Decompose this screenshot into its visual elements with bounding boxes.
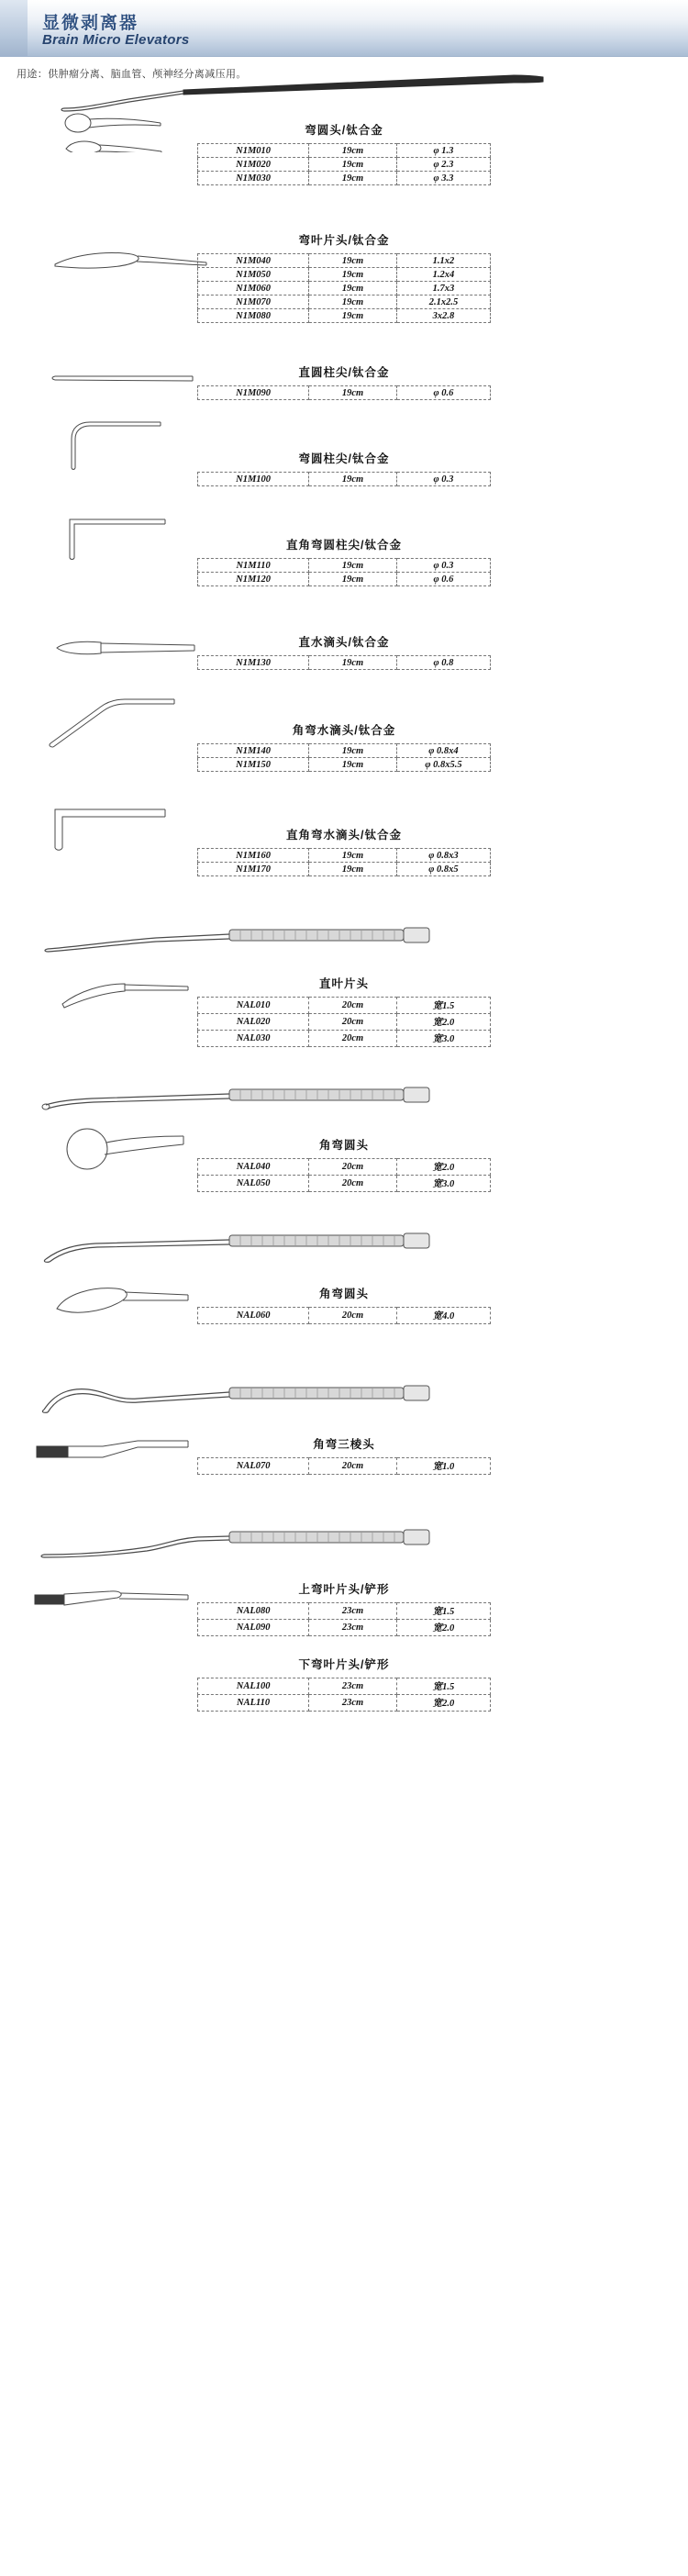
cell-length: 19cm [309,573,397,586]
cell-size: φ 0.8x4 [396,744,490,758]
header-accent-bar [0,0,28,57]
cell-code: NAL040 [198,1159,309,1176]
section-9 [0,1136,688,1204]
cell-length: 23cm [309,1695,397,1712]
table-row [198,1678,491,1695]
cell-size: 2.1x2.5 [396,296,490,309]
cell-length: 19cm [309,268,397,282]
section-6 [0,721,688,786]
table-row [198,158,491,172]
spec-table-13 [197,1678,491,1712]
section-7 [0,826,688,890]
section-7-drawing [0,795,688,868]
cell-length: 20cm [309,998,397,1014]
section-title: 下弯叶片头/铲形 [298,1658,390,1671]
cell-code: N1M030 [198,172,309,185]
section-4-drawing [0,505,688,578]
section-13 [0,1656,688,1712]
cell-length: 19cm [309,758,397,772]
cell-length: 19cm [309,282,397,296]
cell-length: 19cm [309,309,397,323]
cell-size: 宽1.0 [396,1458,490,1475]
cell-size: 3x2.8 [396,309,490,323]
section-5-drawing [0,628,688,674]
cell-length: 20cm [309,1308,397,1324]
section-1-drawing [0,228,688,310]
cell-code: NAL090 [198,1620,309,1636]
cell-code: N1M120 [198,573,309,586]
section-0 [0,121,688,200]
section-11-drawing [0,1421,688,1476]
cell-size: φ 1.3 [396,144,490,158]
cell-length: 19cm [309,473,397,486]
cell-size: 宽3.0 [396,1176,490,1192]
cell-length: 19cm [309,172,397,185]
page-title-cn: 显微剥离器 [42,14,139,33]
cell-length: 19cm [309,559,397,573]
cell-code: NAL080 [198,1603,309,1620]
illustration-instrument-6 [0,1523,688,1567]
section-10 [0,1285,688,1344]
section-title: 弯圆头/钛合金 [305,124,383,137]
cell-code: N1M130 [198,656,309,670]
cell-length: 19cm [309,744,397,758]
cell-code: N1M050 [198,268,309,282]
instrument-drawing-5 [0,1377,688,1422]
cell-size: φ 0.8x3 [396,849,490,863]
cell-code: NAL010 [198,998,309,1014]
section-6-drawing [0,686,688,769]
cell-code: NAL100 [198,1678,309,1695]
cell-size: 宽2.0 [396,1014,490,1031]
cell-code: NAL030 [198,1031,309,1047]
cell-size: 宽1.5 [396,1603,490,1620]
cell-code: N1M100 [198,473,309,486]
section-2 [0,363,688,413]
section-5 [0,633,688,683]
cell-size: φ 0.3 [396,559,490,573]
cell-size: 1.2x4 [396,268,490,282]
cell-size: 宽1.5 [396,1678,490,1695]
cell-code: N1M150 [198,758,309,772]
cell-length: 19cm [309,296,397,309]
illustration-instrument-4 [0,1228,688,1270]
section-title: 上弯叶片头/铲形 [298,1583,390,1596]
cell-code: N1M060 [198,282,309,296]
section-title: 角弯圆头 [318,1288,369,1300]
cell-size: φ 0.8 [396,656,490,670]
section-12 [0,1580,688,1639]
page-header [0,0,688,57]
cell-size: φ 0.6 [396,386,490,400]
section-11 [0,1435,688,1489]
cell-code: N1M070 [198,296,309,309]
cell-length: 19cm [309,158,397,172]
table-row [198,309,491,323]
cell-code: N1M110 [198,559,309,573]
cell-size: 宽2.0 [396,1695,490,1712]
cell-code: NAL110 [198,1695,309,1712]
cell-size: 宽4.0 [396,1308,490,1324]
cell-length: 19cm [309,849,397,863]
section-3 [0,450,688,499]
cell-size: φ 0.6 [396,573,490,586]
cell-size: 宽1.5 [396,998,490,1014]
cell-code: N1M040 [198,254,309,268]
cell-size: 宽3.0 [396,1031,490,1047]
cell-code: N1M020 [198,158,309,172]
cell-length: 19cm [309,254,397,268]
section-title: 直叶片头 [318,977,369,990]
cell-code: NAL050 [198,1176,309,1192]
section-12-drawing [0,1567,688,1623]
cell-length: 19cm [309,144,397,158]
table-row [198,1695,491,1712]
cell-size: 宽2.0 [396,1159,490,1176]
section-title: 直角弯水滴头/钛合金 [286,829,402,842]
section-1 [0,231,688,336]
cell-length: 20cm [309,1014,397,1031]
cell-length: 20cm [309,1031,397,1047]
cell-length: 19cm [309,386,397,400]
cell-length: 23cm [309,1603,397,1620]
cell-length: 20cm [309,1159,397,1176]
section-title: 直圆柱尖/钛合金 [298,366,390,379]
illustration-instrument-5 [0,1377,688,1422]
cell-code: N1M010 [198,144,309,158]
instrument-drawing-6 [0,1523,688,1567]
cell-code: N1M090 [198,386,309,400]
section-9-drawing [0,1114,688,1188]
cell-code: N1M170 [198,863,309,876]
section-title: 角弯三棱头 [313,1438,375,1451]
section-2-drawing [0,358,688,404]
cell-length: 19cm [309,863,397,876]
section-0-drawing [0,95,688,152]
cell-size: φ 3.3 [396,172,490,185]
cell-size: φ 2.3 [396,158,490,172]
usage-text: 用途：供肿瘤分离、脑血管、颅神经分离减压用。 [17,69,247,80]
cell-code: N1M160 [198,849,309,863]
cell-size: 宽2.0 [396,1620,490,1636]
cell-size: φ 0.3 [396,473,490,486]
cell-length: 23cm [309,1620,397,1636]
page-title-en: Brain Micro Elevators [42,32,190,48]
instrument-drawing-4 [0,1228,688,1270]
cell-length: 23cm [309,1678,397,1695]
table-row [198,172,491,185]
cell-length: 19cm [309,656,397,670]
table-row [198,1031,491,1047]
section-title: 弯叶片头/钛合金 [298,234,390,247]
cell-code: NAL060 [198,1308,309,1324]
section-title: 直角弯圆柱尖/钛合金 [286,539,402,552]
cell-code: N1M080 [198,309,309,323]
cell-size: φ 0.8x5 [396,863,490,876]
cell-size: 1.7x3 [396,282,490,296]
section-8-drawing [0,956,688,1020]
cell-size: 1.1x2 [396,254,490,268]
cell-code: N1M140 [198,744,309,758]
cell-code: NAL070 [198,1458,309,1475]
section-title: 角弯圆头 [318,1139,369,1152]
section-title: 角弯水滴头/钛合金 [292,724,396,737]
section-title: 弯圆柱尖/钛合金 [298,452,390,465]
cell-code: NAL020 [198,1014,309,1031]
cell-size: φ 0.8x5.5 [396,758,490,772]
section-10-drawing [0,1266,688,1331]
cell-length: 20cm [309,1458,397,1475]
section-3-drawing [0,415,688,488]
section-4 [0,536,688,600]
section-title: 直水滴头/钛合金 [298,636,390,649]
section-8 [0,975,688,1054]
cell-length: 20cm [309,1176,397,1192]
